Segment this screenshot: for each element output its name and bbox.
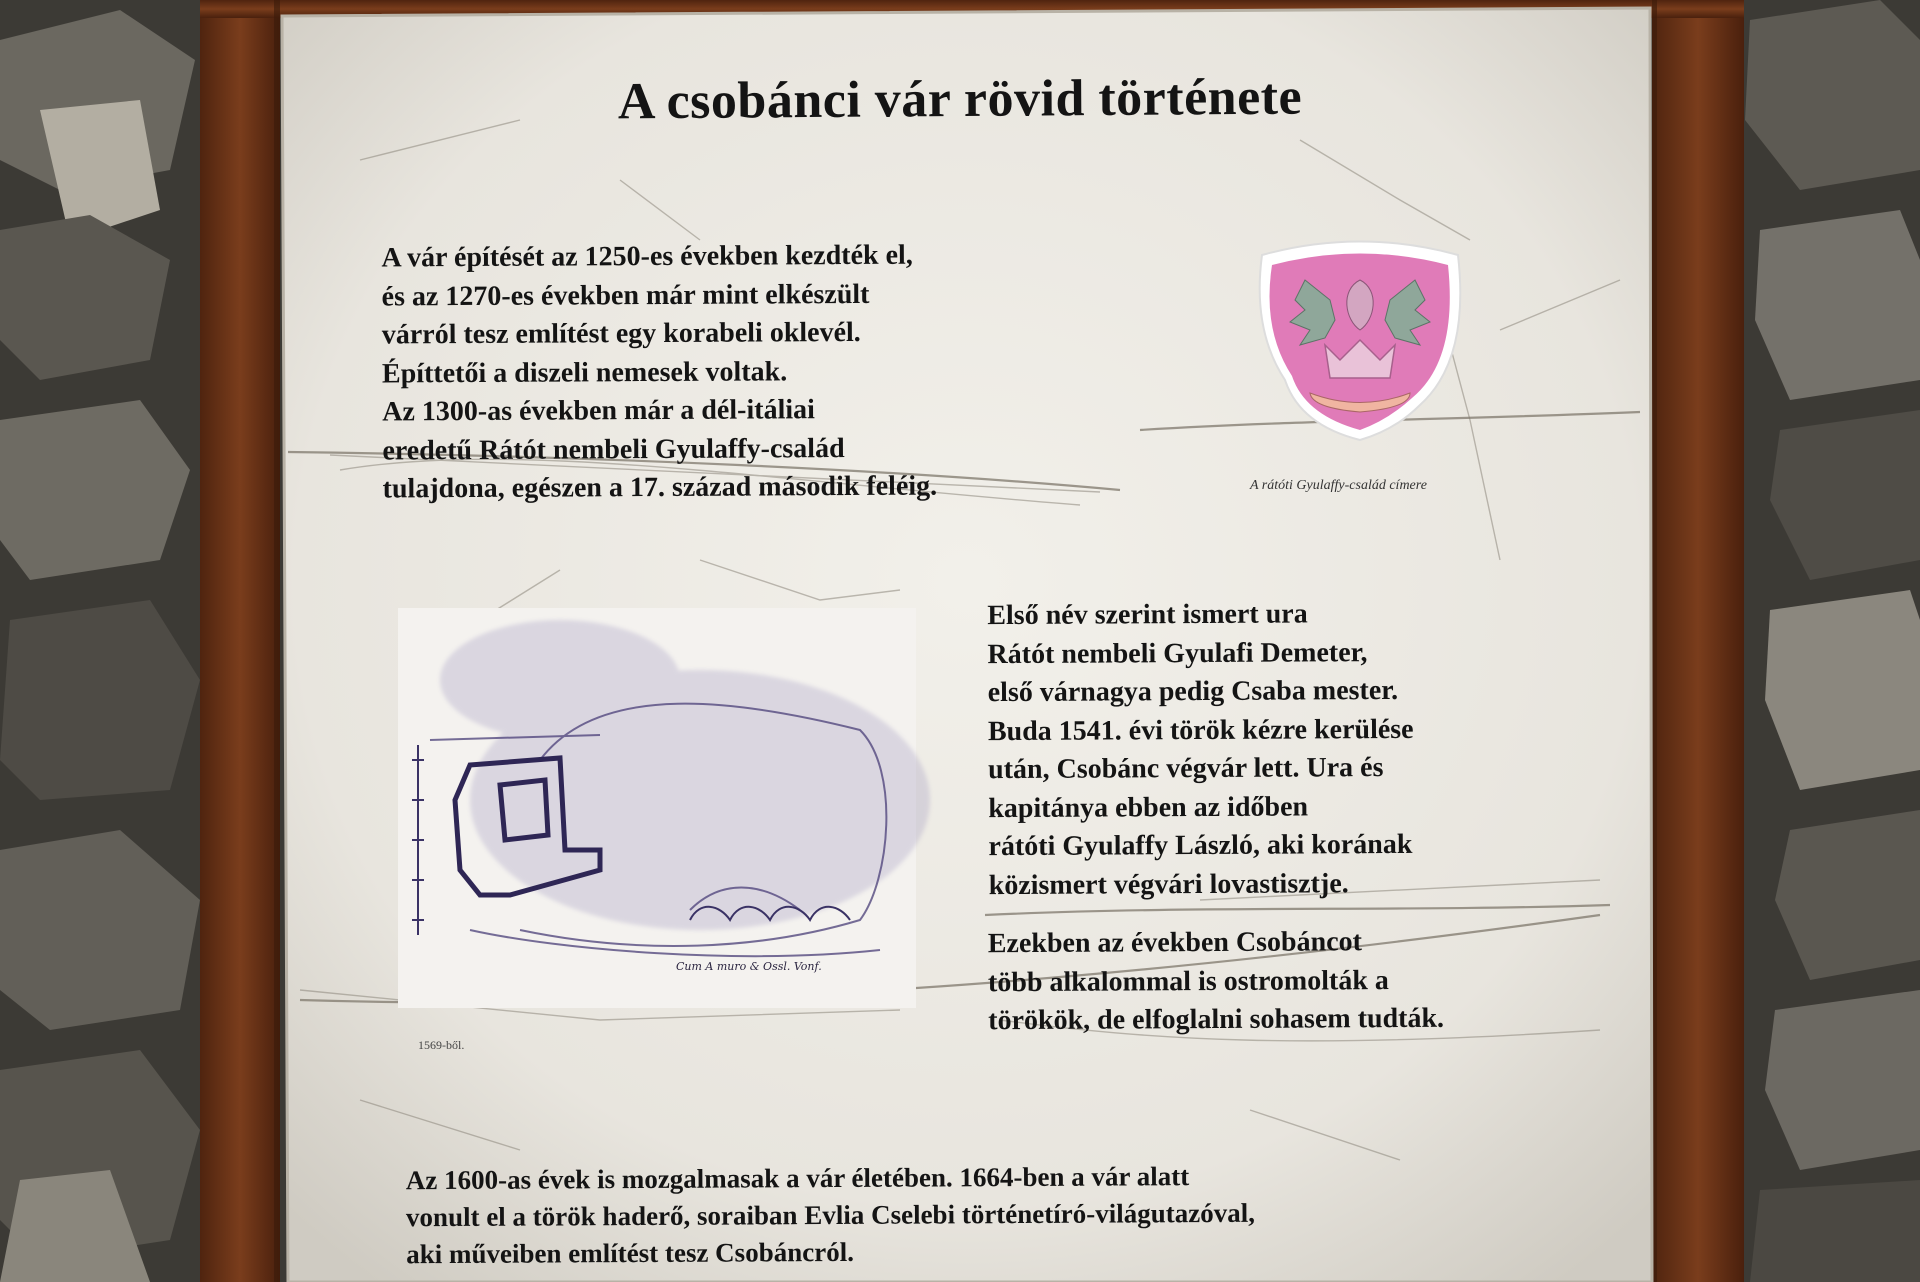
text-line: Rátót nembeli Gyulafi Demeter, — [987, 636, 1368, 670]
map-handwriting: Cum A muro & Ossl. Vonf. — [676, 960, 822, 973]
text-line: kapitánya ebben az időben — [988, 790, 1309, 824]
text-line: rátóti Gyulaffy László, aki korának — [988, 828, 1413, 863]
text-line: A vár építését az 1250-es években kezdték el, — [381, 239, 913, 274]
siege-paragraph — [988, 923, 1444, 1041]
text-line: után, Csobánc végvár lett. Ura és — [988, 752, 1384, 786]
evlia-paragraph — [406, 1158, 1256, 1273]
text-line: eredetű Rátót nembeli Gyulaffy-család — [382, 432, 845, 466]
text-line: vonult el a török haderő, soraiban Evlia Cselebi történetíró-világutazóval, — [405, 1197, 1256, 1233]
text-line: aki műveiben említést tesz Csobáncról. — [406, 1236, 854, 1270]
text-line: Építtetői a diszeli nemesek voltak. — [381, 355, 788, 389]
text-line: Ezekben az években Csobáncot — [987, 926, 1362, 960]
text-line: közismert végvári lovastisztje. — [988, 867, 1349, 901]
coat-of-arms-caption: A rátóti Gyulaffy-család címere — [1250, 478, 1427, 493]
castle-map-drawing — [398, 608, 930, 1008]
text-line: törökök, de elfoglalni sohasem tudták. — [988, 1002, 1445, 1037]
text-line: várról tesz említést egy korabeli oklevél. — [381, 316, 861, 351]
text-line: tulajdona, egészen a 17. század második feléig. — [382, 470, 938, 505]
map-caption: 1569-ből. — [418, 1038, 465, 1052]
text-line: Az 1600-as évek is mozgalmasak a vár életében. 1664-ben a vár alatt — [405, 1161, 1190, 1196]
text-line: első várnagya pedig Csaba mester. — [987, 674, 1399, 709]
lord-paragraph — [987, 595, 1414, 905]
sign-title: A csobánci vár rövid története — [617, 68, 1303, 131]
text-line: Első név szerint ismert ura — [987, 598, 1308, 632]
text-line: Buda 1541. évi török kézre kerülése — [987, 713, 1414, 747]
text-line: Az 1300-as években már a dél-itáliai — [382, 394, 815, 428]
text-line: több alkalommal is ostromolták a — [987, 964, 1389, 998]
intro-paragraph — [381, 237, 937, 509]
text-line: és az 1270-es években már mint elkészült — [381, 278, 870, 312]
